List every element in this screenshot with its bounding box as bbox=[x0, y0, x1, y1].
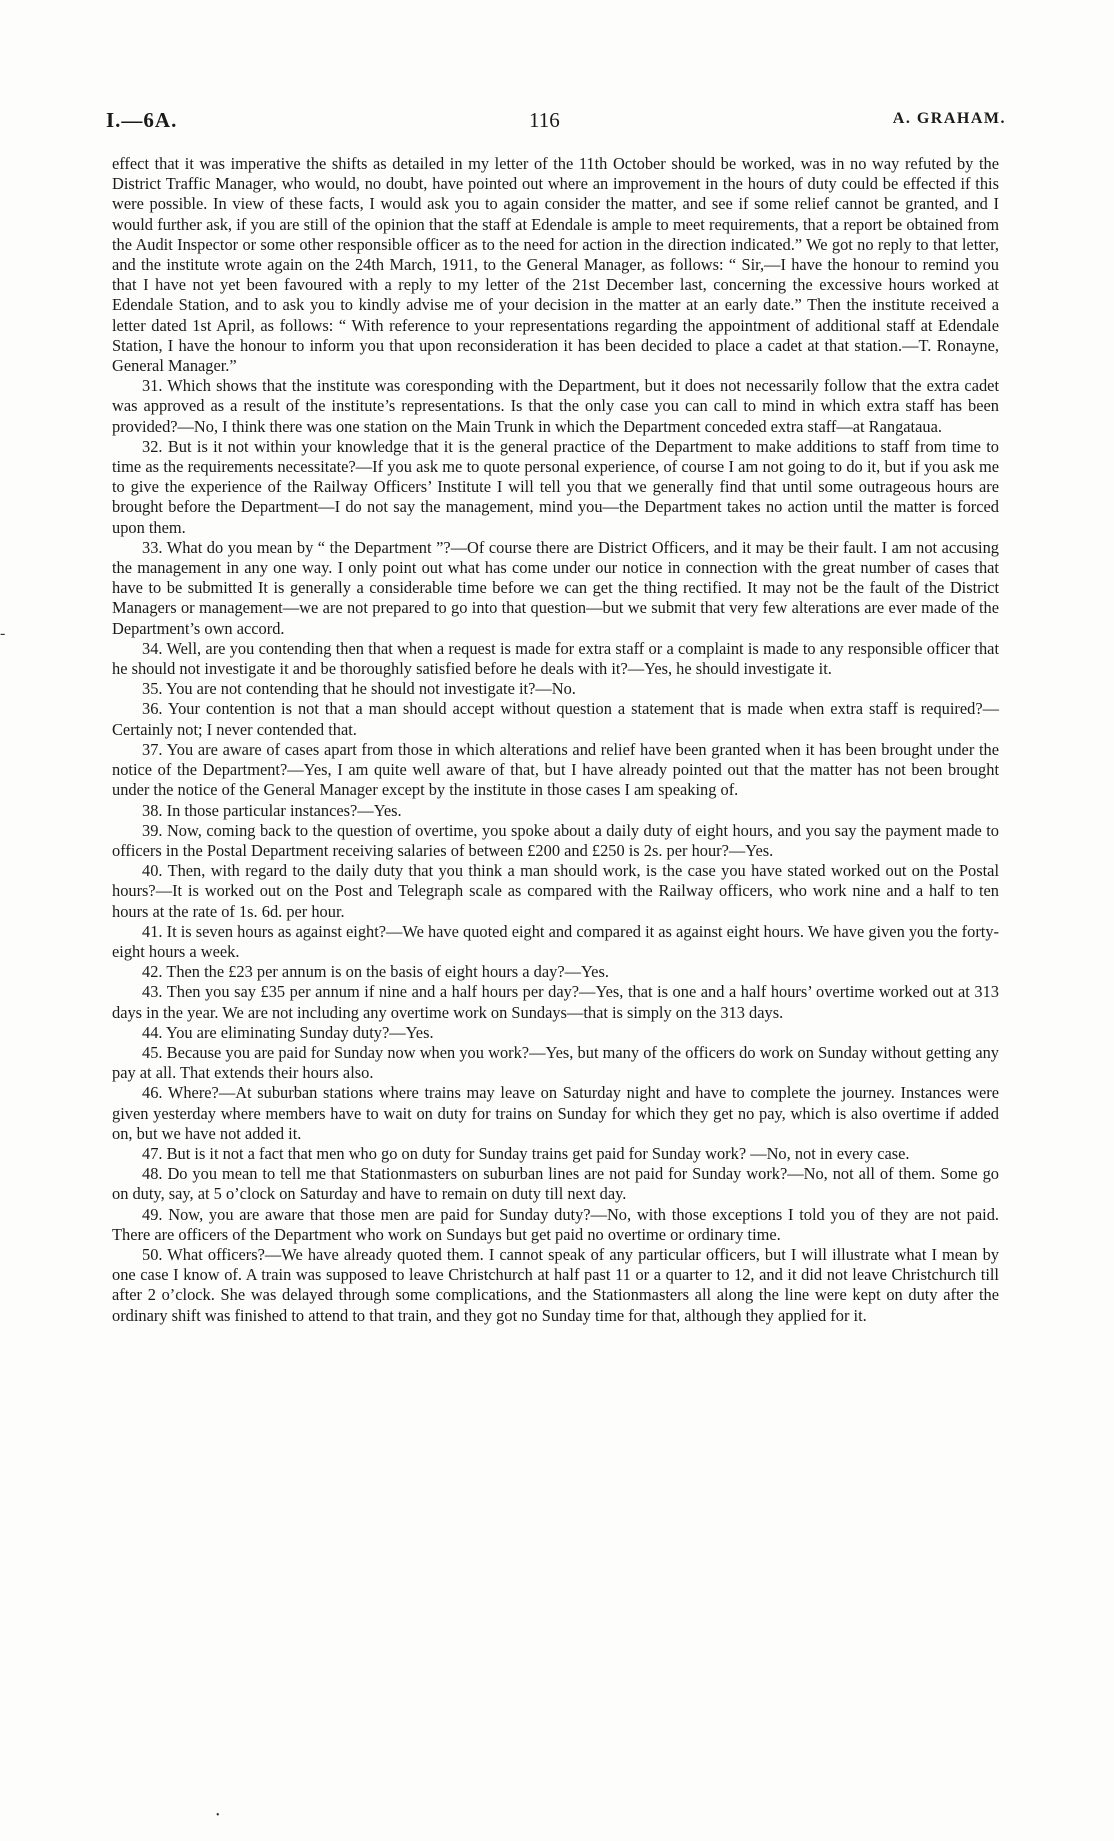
transcript-body bbox=[112, 154, 999, 1326]
question-32: 32. But is it not within your knowledge that it is the general practice of the Department to make additions to staff from time to time as the requirements necessitate?—If you ask me to quote personal experience, of course I am not going to do it, but if you ask me to give the experience of the Railway Officers’ Institute I will tell you that we generally find that until some outrageous hours are brought before the Department—I do not say the management, mind you—the Department takes no action until the matter is forced upon them. bbox=[112, 436, 999, 537]
question-45: 45. Because you are paid for Sunday now when you work?—Yes, but many of the officers do work on Sunday without getting any pay at all. That extends their hours also. bbox=[112, 1042, 999, 1083]
question-49: 49. Now, you are aware that those men are paid for Sunday duty?—No, with those exceptions I told you of they are not paid. There are officers of the Department who work on Sundays but get paid no overtime or ordinary time. bbox=[112, 1204, 999, 1244]
question-39: 39. Now, coming back to the question of overtime, you spoke about a daily duty of eight hours, and you say the payment made to officers in the Postal Department receiving salaries of between £200 and £250 is 2s. per hour?—Yes. bbox=[112, 820, 999, 860]
question-34: 34. Well, are you contending then that when a request is made for extra staff or a complaint is made to any responsible officer that he should not investigate it and be thoroughly satisfied before he deals with it?—Yes, he should investigate it. bbox=[112, 638, 999, 679]
question-46: 46. Where?—At suburban stations where trains may leave on Saturday night and have to complete the journey. Instances were given yesterday where members have to wait on duty for trains on Sunday for which they get no pay, which is also overtime if added on, but we have not added it. bbox=[112, 1083, 999, 1143]
question-35: 35. You are not contending that he should not investigate it?—No. bbox=[142, 679, 576, 699]
question-38: 38. In those particular instances?—Yes. bbox=[142, 800, 402, 820]
question-42: 42. Then the £23 per annum is on the basis of eight hours a day?—Yes. bbox=[142, 962, 609, 982]
question-37: 37. You are aware of cases apart from those in which alterations and relief have been granted when it has been brought under the notice of the Department?—Yes, I am quite well aware of that, but I have already pointed out that the matter has not been brought under the notice of the General Manager except by the institute in those cases I am speaking of. bbox=[112, 739, 999, 800]
question-44: 44. You are eliminating Sunday duty?—Yes. bbox=[142, 1022, 434, 1042]
page-number: 116 bbox=[529, 108, 560, 132]
page-header bbox=[106, 108, 1006, 138]
question-40: 40. Then, with regard to the daily duty that you think a man should work, is the case you have stated worked out on the Postal hours?—It is worked out on the Post and Telegraph scale as compared with the Railway officers, who work nine and a half to ten hours at the rate of 1s. 6d. per hour. bbox=[112, 861, 1000, 921]
witness-name: A. GRAHAM. bbox=[892, 110, 1006, 127]
question-33: 33. What do you mean by “ the Department ”?—Of course there are District Officers, and it may be their fault. I am not accusing the management in any one way. I only point out what has come under our notice in connection with the great number of cases that have to be submitted It is generally a considerable time before we can get the thing rectified. It may not be the fault of the District Managers or management—we are not prepared to go into that question—but we submit that very few alterations are ever made of the Department’s own accord. bbox=[112, 537, 999, 638]
question-48: 48. Do you mean to tell me that Stationmasters on suburban lines are not paid for Sunday work?—No, not all of them. Some go on duty, say, at 5 o’clock on Saturday and have to remain on duty till next day. bbox=[112, 1164, 999, 1204]
question-47: 47. But is it not a fact that men who go on duty for Sunday trains get paid for Sunday work? —No, not in every case. bbox=[142, 1143, 910, 1163]
parliamentary-paper-reference: I.—6A. bbox=[106, 108, 178, 132]
question-43: 43. Then you say £35 per annum if nine and a half hours per day?—Yes, that is one and a half hours’ overtime worked out at 313 days in the year. We are not including any overtime work on Sundays—that is simply on the 313 days. bbox=[112, 982, 999, 1022]
margin-mark: - bbox=[0, 625, 6, 642]
print-speck: • bbox=[216, 1810, 220, 1821]
question-50: 50. What officers?—We have already quoted them. I cannot speak of any particular officers, but I will illustrate what I mean by one case I know of. A train was supposed to leave Christchurch at half past 11 or a quarter to 12, and it did not leave Christchurch till after 2 o’clock. She was delayed through some complications, and the Stationmasters all along the line were kept on duty after the ordinary shift was finished to attend to that train, and they got no Sunday time for that, although they applied for it. bbox=[112, 1244, 999, 1325]
question-31: 31. Which shows that the institute was coresponding with the Department, but it does not necessarily follow that the extra cadet was approved as a result of the institute’s representations. Is that the only case you can call to mind in which extra staff has been provided?—No, I think there was one station on the Main Trunk in which the Department conceded extra staff—at Rangataua. bbox=[112, 376, 999, 436]
paragraph-continuation: effect that it was imperative the shifts as detailed in my letter of the 11th October should be worked, was in no way refuted by the District Traffic Manager, who would, no doubt, have pointed out where an improvement in the hours of duty could be effected if this were possible. In view of these facts, I would ask you to again consider the matter, and see if some relief cannot be granted, and I would further ask, if you are still of the opinion that the staff at Edendale is ample to meet requirements, that a report be obtained from the Audit Inspector or some other responsible officer as to the need for action in the direction indicated.” We got no reply to that letter, and the institute wrote again on the 24th March, 1911, to the General Manager, as follows: “ Sir,—I have the honour to remind you that I have not yet been favoured with a reply to my letter of the 21st December last, concerning the excessive hours worked at Edendale Station, and to ask you to kindly advise me of your decision in the matter at an early date.” Then the institute received a letter dated 1st April, as follows: “ With reference to your representations regarding the appointment of additional staff at Edendale Station, I have the honour to inform you that upon reconsideration it has been decided to place a cadet at that station.—T. Ronayne, General Manager.” bbox=[112, 154, 999, 376]
question-36: 36. Your contention is not that a man should accept without question a statement that is made when extra staff is required?—Certainly not; I never contended that. bbox=[112, 699, 999, 739]
question-41: 41. It is seven hours as against eight?—We have quoted eight and compared it as against eight hours. We have given you the forty-eight hours a week. bbox=[112, 921, 999, 961]
